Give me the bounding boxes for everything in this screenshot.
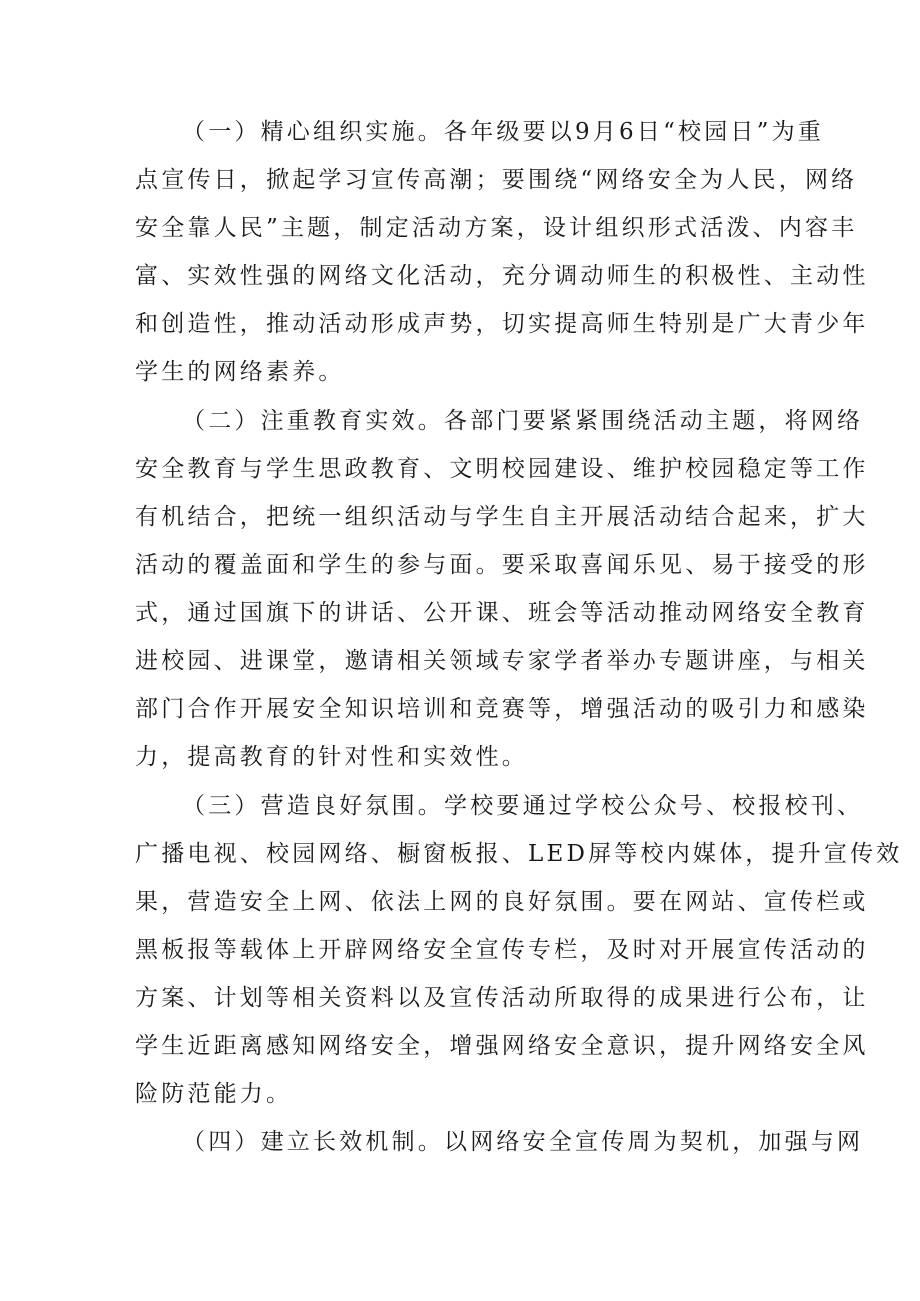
paragraph-2-line-2: 安全教育与学生思政教育、文明校园建设、维护校园稳定等工作 [135, 456, 869, 482]
paragraph-3-line-6: 学生近距离感知网络安全，增强网络安全意识，提升网络安全风 [135, 1033, 869, 1059]
paragraph-2-line-7: 部门合作开展安全知识培训和竞赛等，增强活动的吸引力和感染 [135, 696, 869, 722]
paragraph-2-line-4: 活动的覆盖面和学生的参与面。要采取喜闻乐见、易于接受的形 [135, 552, 869, 578]
paragraph-3-line-5: 方案、计划等相关资料以及宣传活动所取得的成果进行公布，让 [135, 985, 869, 1011]
paragraph-3-line-1: （三）营造良好氛围。学校要通过学校公众号、校报校刊、 [182, 793, 864, 819]
paragraph-4-line-1: （四）建立长效机制。以网络安全宣传周为契机，加强与网 [182, 1129, 864, 1155]
paragraph-1-line-6: 学生的网络素养。 [135, 359, 345, 385]
paragraph-2-line-8: 力，提高教育的针对性和实效性。 [135, 744, 528, 770]
paragraph-2-line-1: （二）注重教育实效。各部门要紧紧围绕活动主题，将网络 [182, 408, 864, 434]
paragraph-2-line-5: 式，通过国旗下的讲话、公开课、班会等活动推动网络安全教育 [135, 600, 869, 626]
paragraph-3-line-2: 广播电视、校园网络、橱窗板报、LED屏等校内媒体，提升宣传效 [135, 841, 903, 867]
paragraph-1-line-3: 安全靠人民”主题，制定活动方案，设计组织形式活泼、内容丰 [135, 215, 858, 241]
paragraph-1-line-4: 富、实效性强的网络文化活动，充分调动师生的积极性、主动性 [135, 263, 869, 289]
paragraph-2-line-3: 有机结合，把统一组织活动与学生自主开展活动结合起来，扩大 [135, 504, 869, 530]
paragraph-3-line-4: 黑板报等载体上开辟网络安全宣传专栏，及时对开展宣传活动的 [135, 937, 869, 963]
paragraph-1-line-5: 和创造性，推动活动形成声势，切实提高师生特别是广大青少年 [135, 311, 869, 337]
paragraph-1-line-1: （一）精心组织实施。各年级要以9月6日“校园日”为重 [182, 119, 824, 145]
paragraph-2-line-6: 进校园、进课堂，邀请相关领域专家学者举办专题讲座，与相关 [135, 648, 869, 674]
paragraph-3-line-3: 果，营造安全上网、依法上网的良好氛围。要在网站、宣传栏或 [135, 889, 869, 915]
paragraph-3-line-7: 险防范能力。 [135, 1081, 293, 1107]
paragraph-1-line-2: 点宣传日，掀起学习宣传高潮；要围绕“网络安全为人民，网络 [135, 167, 858, 193]
